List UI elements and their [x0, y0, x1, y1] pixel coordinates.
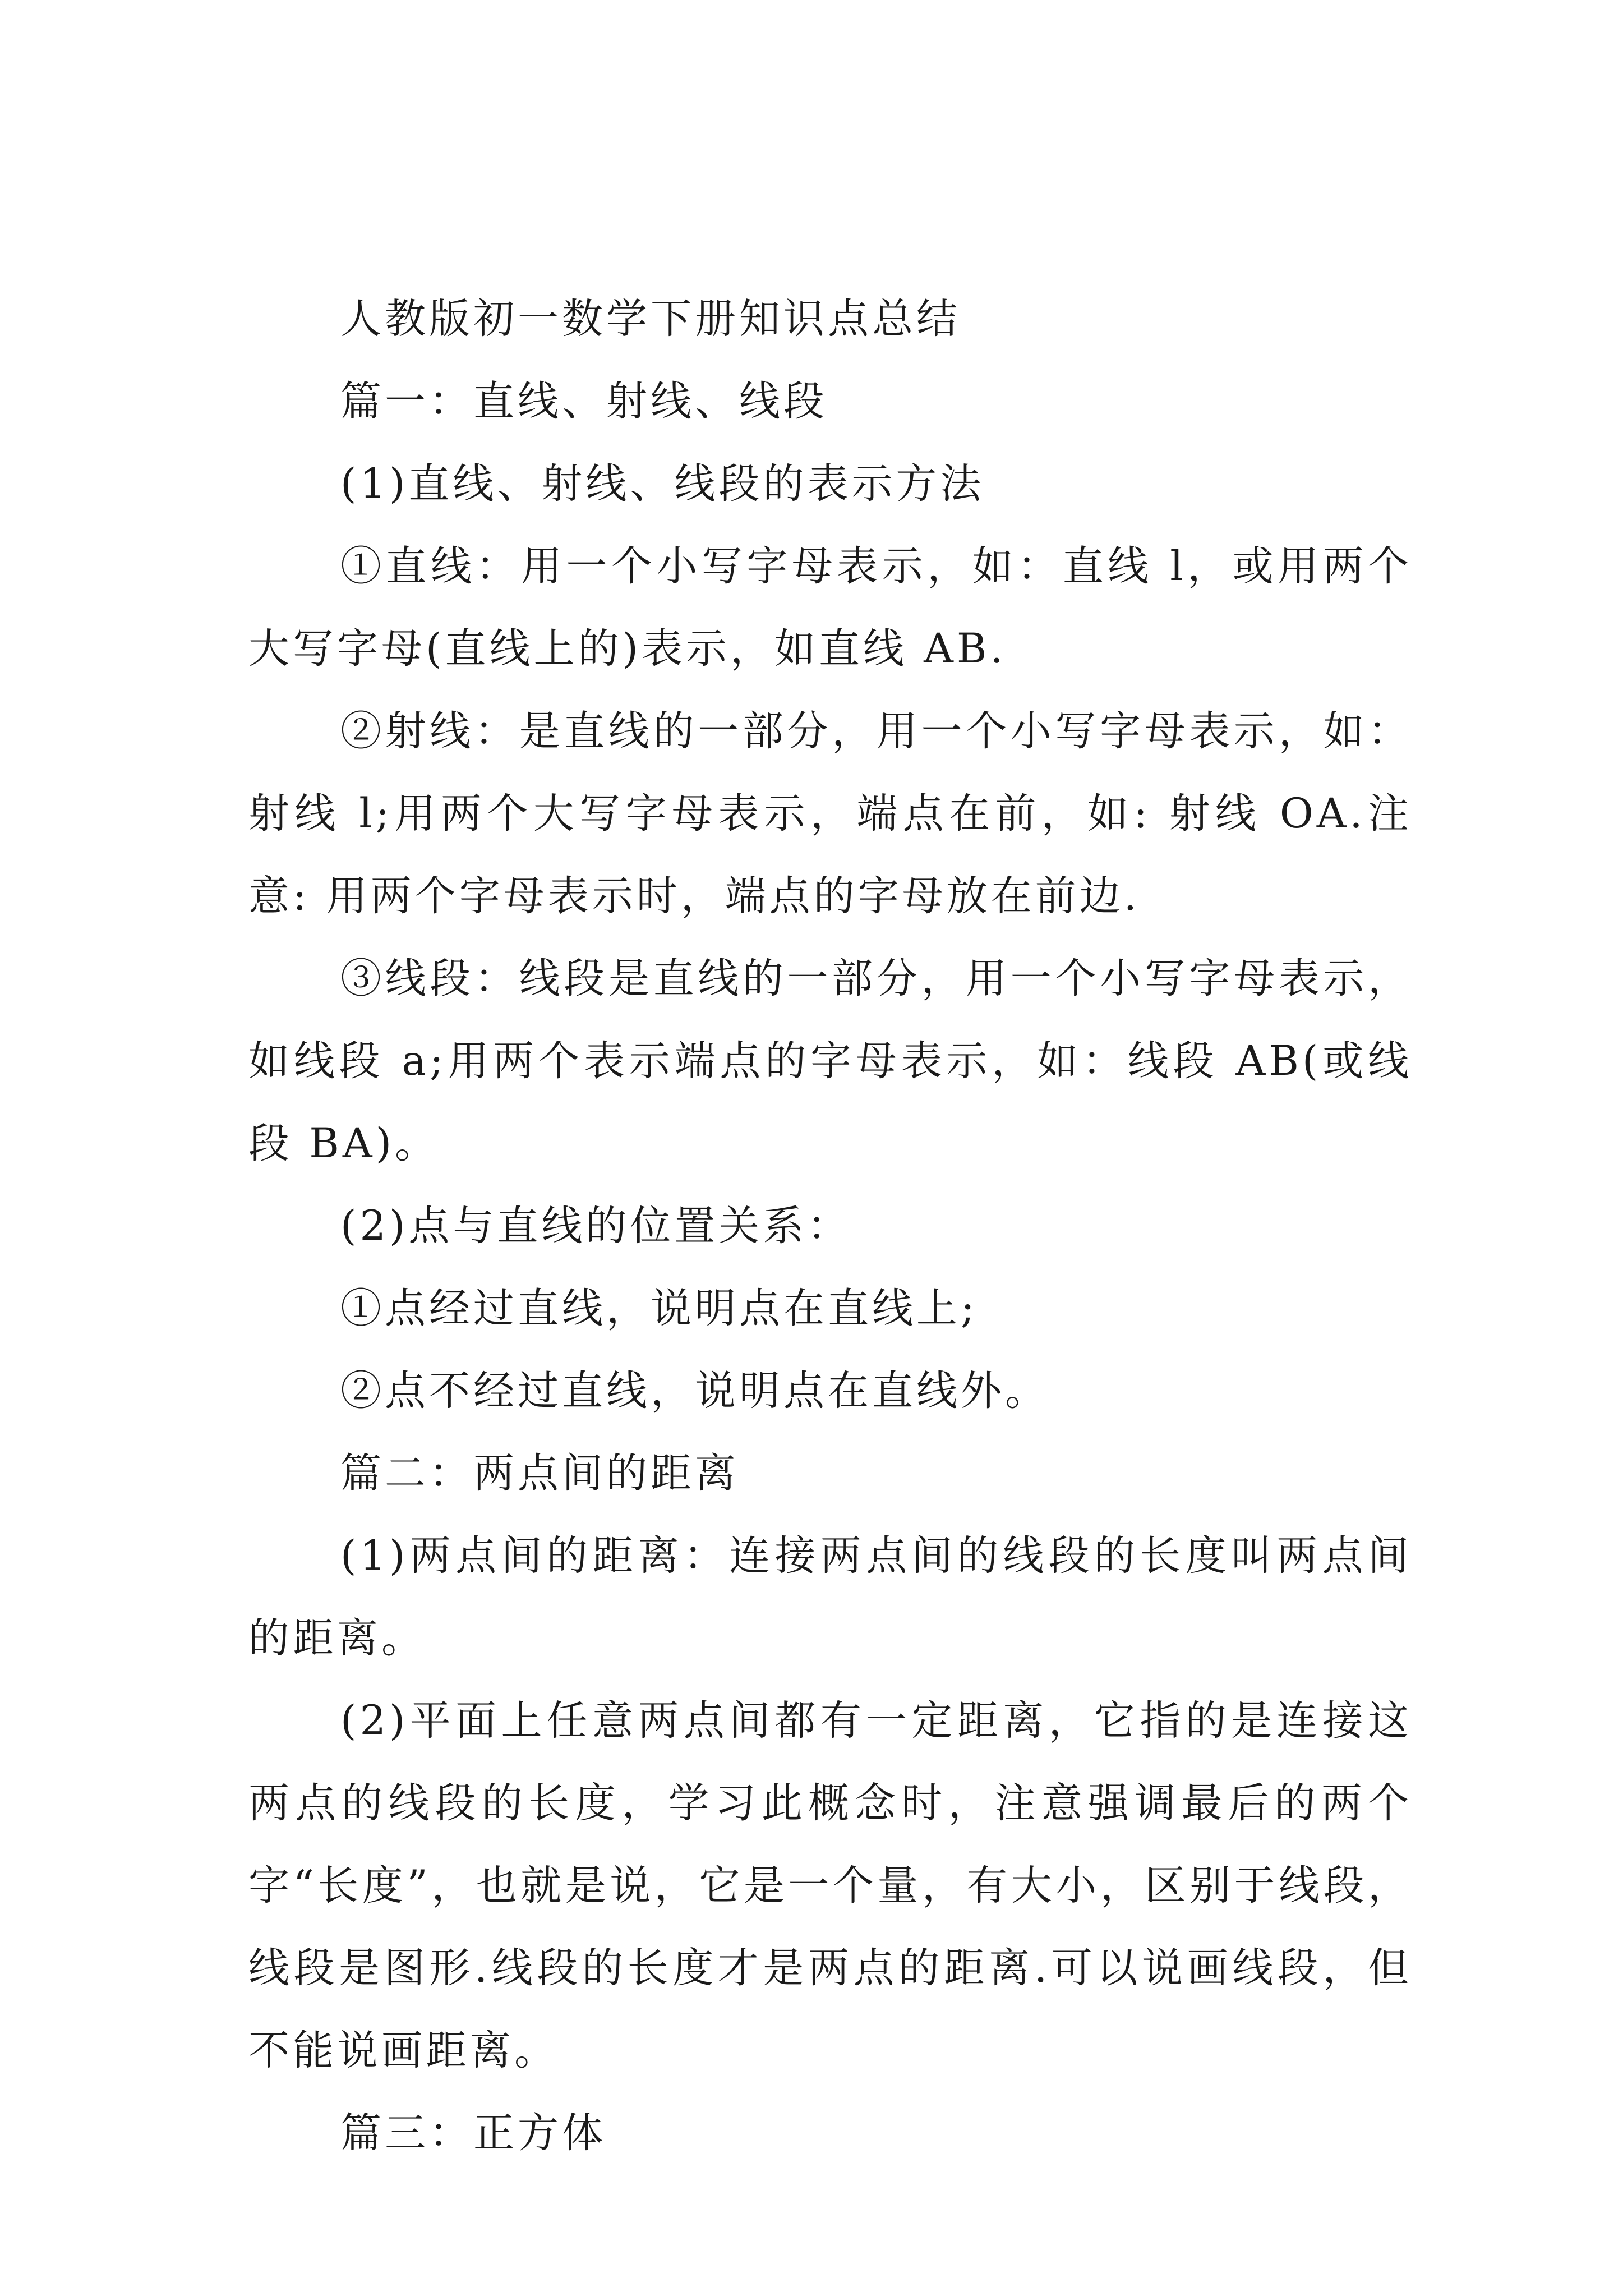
paragraph-segment: ③线段：线段是直线的一部分，用一个小写字母表示，如线段 a;用两个表示端点的字母表示，如：线段 AB(或线段 BA)。 [248, 955, 1412, 1167]
paragraph-ray: ②射线：是直线的一部分，用一个小写字母表示，如：射线 l;用两个大写字母表示，端点在前，如: 射线 OA.注意: 用两个字母表示时，端点的字母放在前边. [248, 707, 1412, 920]
paragraph-distance-definition: (1)两点间的距离：连接两点间的线段的长度叫两点间的距离。 [248, 1532, 1412, 1662]
section-heading-3: 篇三：正方体 [340, 2109, 606, 2157]
subsection-heading: (1)直线、射线、线段的表示方法 [340, 460, 985, 508]
document-body [248, 278, 1412, 2174]
paragraph-line: ①直线：用一个小写字母表示，如：直线 l，或用两个大写字母(直线上的)表示，如直线 AB. [248, 542, 1412, 673]
section-heading-1: 篇一：直线、射线、线段 [340, 378, 828, 425]
document-title: 人教版初一数学下册知识点总结 [340, 295, 961, 343]
paragraph-distance-explanation: (2)平面上任意两点间都有一定距离，它指的是连接这两点的线段的长度，学习此概念时，注意强调最后的两个字“长度”，也就是说，它是一个量，有大小，区别于线段，线段是图形.线段的长度才是两点的距离.可以说画线段，但不能说画距离。 [248, 1697, 1412, 2074]
subsection-heading: (2)点与直线的位置关系： [340, 1202, 852, 1250]
section-heading-2: 篇二：两点间的距离 [340, 1450, 739, 1497]
paragraph-point-off-line: ②点不经过直线，说明点在直线外。 [340, 1367, 1049, 1415]
paragraph-point-on-line: ①点经过直线，说明点在直线上; [340, 1285, 978, 1332]
